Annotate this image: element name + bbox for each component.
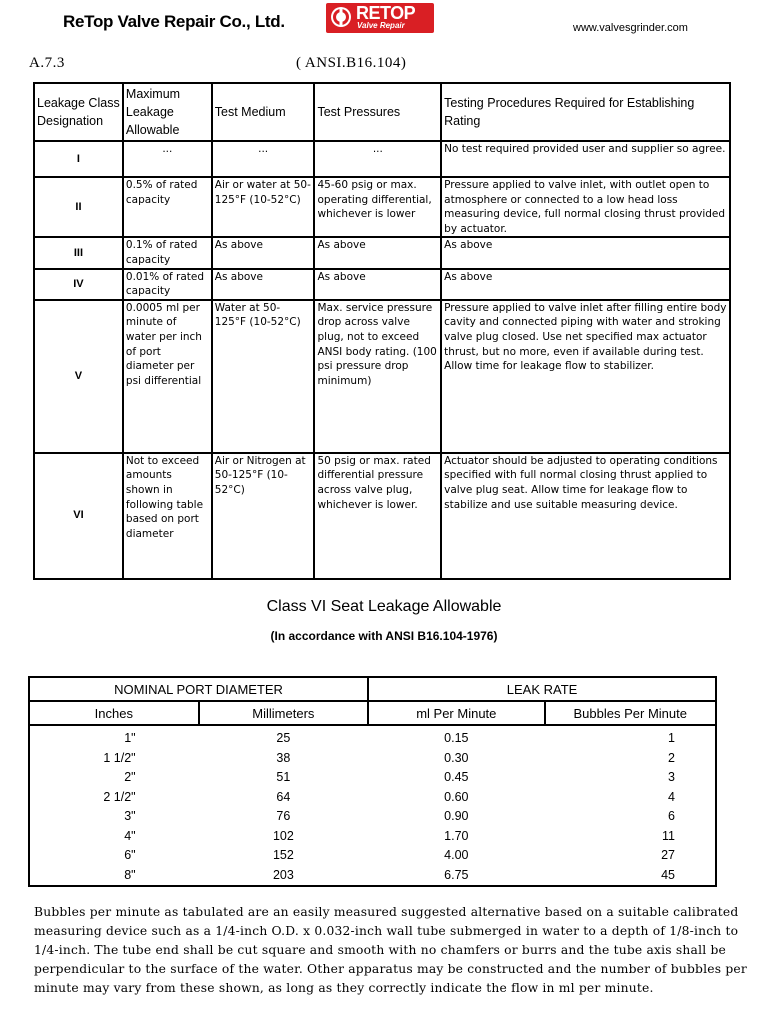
test-pressure-cell: As above — [314, 237, 441, 268]
group-header-row — [29, 677, 716, 701]
bubbles-per-minute-cell: 2 — [668, 750, 675, 765]
ml-per-minute-cell: 0.90 — [444, 809, 469, 823]
column-header: Bubbles Per Minute — [545, 701, 717, 725]
class-designation: I — [34, 141, 123, 177]
company-logo — [326, 3, 434, 33]
class-designation: II — [34, 177, 123, 237]
table-row — [29, 749, 716, 769]
table-row — [34, 237, 730, 268]
class-designation: III — [34, 237, 123, 268]
logo-name: RETOP — [356, 3, 416, 23]
test-medium-cell: Water at 50-125°F (10-52°C) — [212, 300, 315, 453]
test-medium-cell: ... — [212, 141, 315, 177]
table-row — [29, 866, 716, 887]
company-name: ReTop Valve Repair Co., Ltd. — [63, 12, 285, 31]
table-header-row — [34, 83, 730, 141]
logo-mark-icon — [331, 7, 351, 27]
ml-per-minute-cell: 0.15 — [444, 731, 469, 745]
procedure-cell: Pressure applied to valve inlet after filling entire body cavity and connected piping with water and stroking valve plug closed. Use net specified max actuator thrust, but no more, even if available during test. Allow time for leakage flow to stabilizer. — [441, 300, 730, 453]
bubbles-per-minute-cell: 4 — [668, 789, 675, 804]
column-header: Millimeters — [199, 701, 369, 725]
class-vi-leakage-table — [28, 676, 717, 887]
test-pressure-cell: Max. service pressure drop across valve plug, not to exceed ANSI body rating. (100 psi pressure drop minimum) — [314, 300, 441, 453]
inches-cell: 8" — [124, 867, 136, 882]
inches-cell: 6" — [124, 848, 136, 862]
section-number: A.7.3 — [29, 55, 65, 71]
test-medium-cell: Air or Nitrogen at 50-125°F (10-52°C) — [212, 453, 315, 579]
bubbles-per-minute-cell: 45 — [661, 867, 675, 882]
millimeters-cell: 102 — [272, 828, 294, 843]
footnote-paragraph: Bubbles per minute as tabulated are an easily measured suggested alternative based on a suitable calibrated measuring device such as a 1/4-inch O.D. x 0.032-inch wall tube submerged in water to a depth of 1/8-inch to 1/4-inch. The tube end shall be cut square and smooth with no chamfers or burrs and the tube axis shall be perpendicular to the surface of the water. Other apparatus may be constructed and the number of bubbles per minute may vary from these shown, as long as they correctly indicate the flow in ml per minute. — [34, 905, 747, 995]
ml-per-minute-cell: 4.00 — [444, 848, 469, 862]
max-leakage-cell: 0.1% of rated capacity — [123, 237, 212, 268]
group-header: LEAK RATE — [368, 677, 716, 701]
table-row — [34, 269, 730, 300]
table-row — [29, 807, 716, 827]
max-leakage-cell: 0.0005 ml per minute of water per inch of port diameter per psi differential — [123, 300, 212, 453]
column-header: Leakage Class Designation — [34, 83, 123, 141]
class-designation: IV — [34, 269, 123, 300]
bubbles-per-minute-cell: 3 — [668, 770, 675, 784]
procedure-cell: No test required provided user and supplier so agree. — [441, 141, 730, 177]
group-header: NOMINAL PORT DIAMETER — [29, 677, 368, 701]
procedure-cell: Actuator should be adjusted to operating conditions specified with full normal closing thrust applied to valve plug seat. Allow time for leakage flow to stabilize and use suitable measuring device. — [441, 453, 730, 579]
column-header: ml Per Minute — [368, 701, 544, 725]
inches-cell: 4" — [124, 828, 136, 843]
column-header: Test Medium — [212, 83, 315, 141]
table-row — [29, 788, 716, 808]
inches-cell: 1 1/2" — [103, 750, 136, 765]
ml-per-minute-cell: 1.70 — [444, 828, 469, 843]
inches-cell: 2" — [124, 770, 136, 784]
test-pressure-cell: ... — [314, 141, 441, 177]
max-leakage-cell: 0.01% of rated capacity — [123, 269, 212, 300]
table-row — [29, 725, 716, 749]
column-header-row — [29, 701, 716, 725]
table-row — [34, 141, 730, 177]
test-medium-cell: As above — [212, 237, 315, 268]
ml-per-minute-cell: 0.60 — [444, 789, 469, 804]
standard-reference: ( ANSI.B16.104) — [296, 55, 407, 71]
procedure-cell: As above — [441, 269, 730, 300]
procedure-cell: Pressure applied to valve inlet, with outlet open to atmosphere or connected to a low head loss measuring device, full normal closing thrust provided by actuator. — [441, 177, 730, 237]
class-designation: V — [34, 300, 123, 453]
ml-per-minute-cell: 6.75 — [444, 867, 469, 882]
test-medium-cell: As above — [212, 269, 315, 300]
ml-per-minute-cell: 0.45 — [444, 770, 469, 784]
class-vi-title: Class VI Seat Leakage Allowable — [266, 598, 502, 615]
website-link[interactable]: www.valvesgrinder.com — [573, 22, 688, 34]
max-leakage-cell: 0.5% of rated capacity — [123, 177, 212, 237]
column-header: Testing Procedures Required for Establishing Rating — [441, 83, 730, 141]
table-row — [34, 300, 730, 453]
bubbles-per-minute-cell: 1 — [668, 731, 675, 745]
class-designation: VI — [34, 453, 123, 579]
bubbles-per-minute-cell: 6 — [668, 809, 675, 823]
test-pressure-cell: As above — [314, 269, 441, 300]
test-medium-cell: Air or water at 50-125°F (10-52°C) — [212, 177, 315, 237]
column-header: Test Pressures — [314, 83, 441, 141]
millimeters-cell: 76 — [276, 809, 291, 823]
millimeters-cell: 152 — [272, 848, 294, 862]
millimeters-cell: 64 — [276, 789, 291, 804]
millimeters-cell: 203 — [272, 867, 294, 882]
inches-cell: 3" — [124, 809, 136, 823]
bubbles-per-minute-cell: 27 — [661, 848, 675, 862]
inches-cell: 2 1/2" — [103, 789, 136, 804]
column-header: Maximum Leakage Allowable — [123, 83, 212, 141]
millimeters-cell: 51 — [276, 770, 291, 784]
procedure-cell: As above — [441, 237, 730, 268]
column-header: Inches — [29, 701, 199, 725]
class-vi-subtitle: (In accordance with ANSI B16.104-1976) — [270, 629, 498, 643]
logo-tagline: Valve Repair — [357, 21, 405, 30]
table-row — [29, 846, 716, 866]
table-row — [34, 453, 730, 579]
millimeters-cell: 38 — [276, 750, 291, 765]
millimeters-cell: 25 — [276, 731, 291, 745]
bubbles-per-minute-cell: 11 — [662, 828, 675, 843]
table-row — [29, 768, 716, 788]
ml-per-minute-cell: 0.30 — [444, 750, 469, 765]
inches-cell: 1" — [124, 731, 136, 745]
table-row — [29, 827, 716, 847]
leakage-class-table — [33, 82, 731, 580]
test-pressure-cell: 50 psig or max. rated differential pressure across valve plug, whichever is lower. — [314, 453, 441, 579]
table-row — [34, 177, 730, 237]
test-pressure-cell: 45-60 psig or max. operating differential, whichever is lower — [314, 177, 441, 237]
max-leakage-cell: ... — [123, 141, 212, 177]
max-leakage-cell: Not to exceed amounts shown in following table based on port diameter — [123, 453, 212, 579]
